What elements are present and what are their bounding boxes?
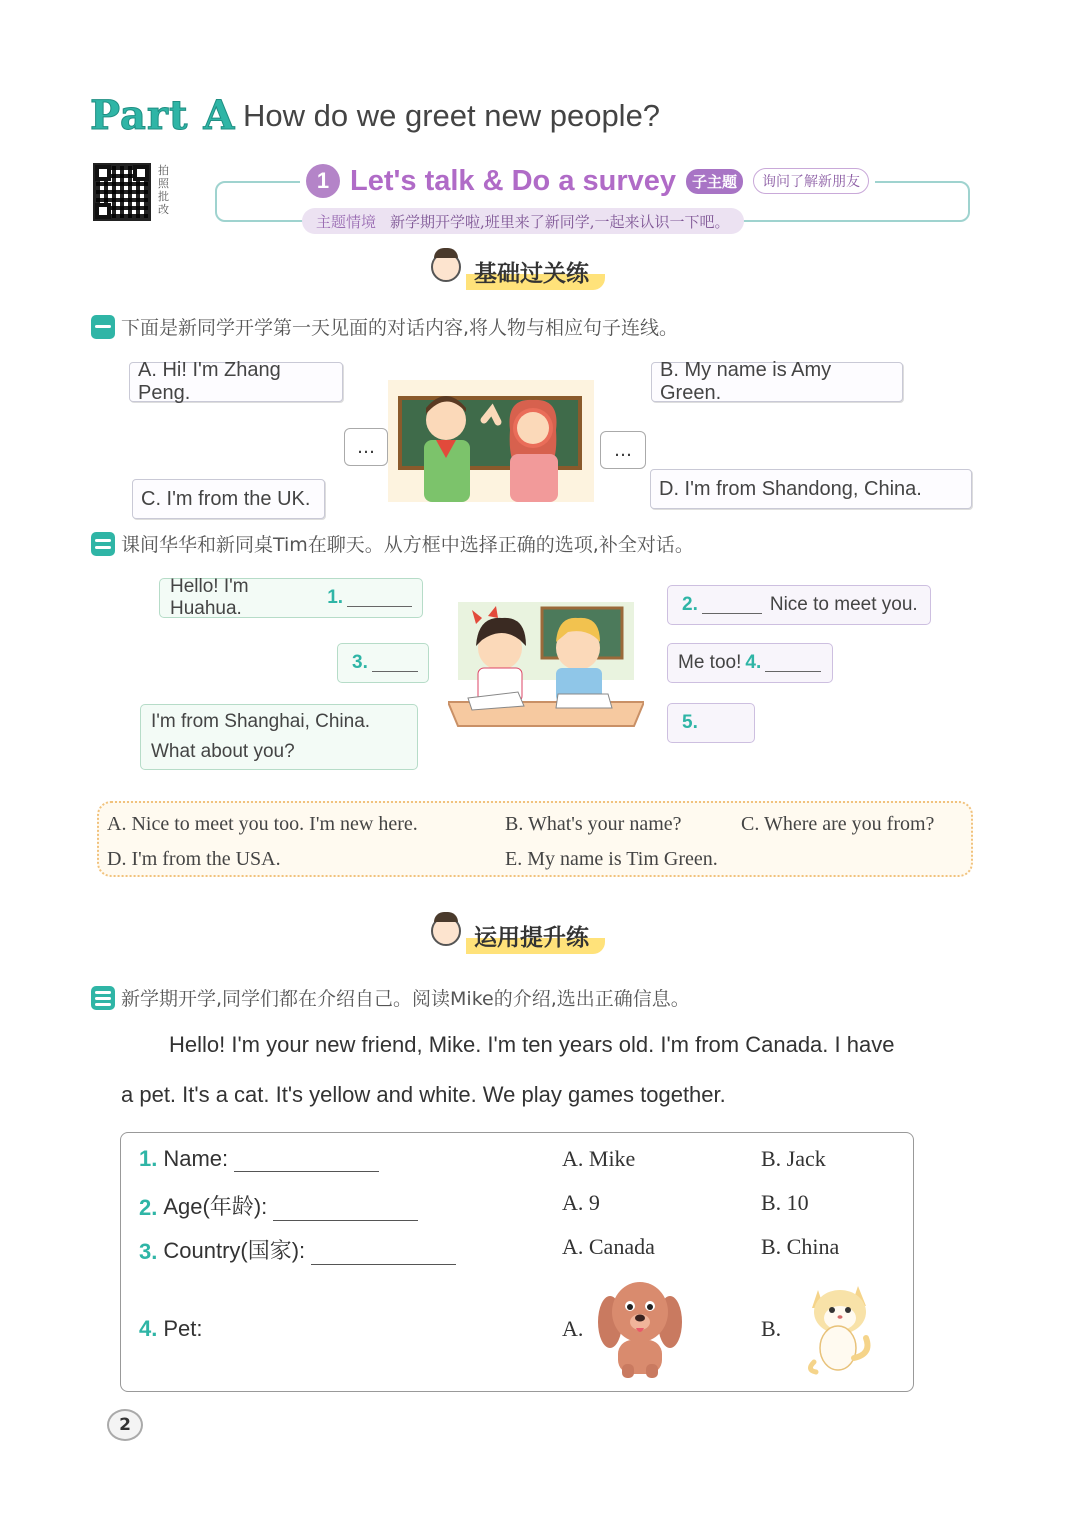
- answer-line-name[interactable]: [234, 1152, 379, 1172]
- choice-pet-b[interactable]: B.: [761, 1316, 782, 1341]
- row-label: Country(国家):: [163, 1238, 306, 1263]
- bubble-text: Hello! I'm Huahua.: [170, 576, 249, 619]
- row-number: 1.: [139, 1146, 158, 1171]
- choice-country-a[interactable]: A. Canada: [562, 1234, 655, 1259]
- dialog-bubble-huahua-3: [337, 643, 429, 683]
- dialog-bubble-tim-4: [667, 643, 833, 683]
- dog-icon: [596, 1276, 684, 1380]
- answer-blank-1[interactable]: [347, 589, 412, 607]
- row-age-label: [139, 1190, 418, 1221]
- question-number-two-icon: [91, 532, 115, 556]
- question-number-three-icon: [91, 986, 115, 1010]
- answer-blank-5[interactable]: [702, 714, 742, 732]
- section-header-advanced: [428, 912, 605, 954]
- row-name-label: [139, 1146, 379, 1172]
- blank-number: 2.: [682, 594, 698, 615]
- answer-line-country[interactable]: [311, 1245, 456, 1265]
- row-label: Pet:: [163, 1316, 203, 1341]
- question-instruction: 下面是新同学开学第一天见面的对话内容,将人物与相应句子连线。: [121, 317, 679, 339]
- theme-text: 询问了解新朋友: [753, 168, 869, 194]
- sentence-box-a[interactable]: A. Hi! I'm Zhang Peng.: [129, 362, 343, 402]
- dialog-bubble-huahua-1: [159, 578, 423, 618]
- desk-chat-illustration: [448, 602, 644, 732]
- dots-bubble-left[interactable]: …: [344, 428, 388, 466]
- question-3-heading: [91, 984, 690, 1011]
- row-label: Age(年龄):: [163, 1194, 268, 1219]
- question-number-one-icon: [91, 315, 115, 339]
- dialog-bubble-tim-5: [667, 703, 755, 743]
- choice-age-b[interactable]: B. 10: [761, 1190, 809, 1215]
- choice-country-b[interactable]: B. China: [761, 1234, 840, 1259]
- answer-blank-2[interactable]: [702, 596, 762, 614]
- page-title: How do we greet new people?: [243, 98, 661, 133]
- row-label: Name:: [163, 1146, 229, 1171]
- choice-name-b[interactable]: B. Jack: [761, 1146, 826, 1171]
- blank-number: 3.: [352, 652, 368, 673]
- lesson-number-badge: 1: [306, 164, 340, 198]
- dialog-bubble-huahua-5: [140, 704, 418, 770]
- dialog-bubble-tim-2: [667, 585, 931, 625]
- mascot-icon: [428, 248, 466, 290]
- lesson-title: Let's talk & Do a survey: [350, 164, 677, 197]
- passage-line-2: a pet. It's a cat. It's yellow and white. We play games together.: [121, 1082, 726, 1107]
- section-label: 基础过关练: [466, 255, 605, 290]
- sentence-box-b[interactable]: B. My name is Amy Green.: [651, 362, 903, 402]
- question-2-heading: [91, 530, 694, 557]
- qr-code[interactable]: [93, 163, 151, 221]
- scene-text: 新学期开学啦,班里来了新同学,一起来认识一下吧。: [390, 212, 730, 231]
- sentence-box-c[interactable]: C. I'm from the UK.: [132, 479, 325, 519]
- dots-bubble-right[interactable]: …: [600, 431, 646, 469]
- mascot-icon: [428, 912, 466, 954]
- choice-pet-a[interactable]: A.: [562, 1316, 584, 1341]
- row-number: 3.: [139, 1239, 158, 1264]
- sentence-box-d[interactable]: D. I'm from Shandong, China.: [650, 469, 972, 509]
- option-d[interactable]: D. I'm from the USA.: [107, 848, 281, 870]
- question-instruction: 新学期开学,同学们都在介绍自己。阅读Mike的介绍,选出正确信息。: [121, 988, 690, 1010]
- option-e[interactable]: E. My name is Tim Green.: [505, 848, 718, 870]
- answer-blank-4[interactable]: [765, 654, 821, 672]
- scene-label: 主题情境: [316, 212, 377, 231]
- theme-badge: 子主题: [686, 169, 743, 194]
- choice-name-a[interactable]: A. Mike: [562, 1146, 636, 1171]
- section-label: 运用提升练: [466, 919, 605, 954]
- bubble-text-line-1: I'm from Shanghai, China.: [151, 711, 371, 732]
- row-country-label: [139, 1234, 456, 1265]
- passage-line-1: Hello! I'm your new friend, Mike. I'm ten years old. I'm from Canada. I have: [169, 1032, 895, 1057]
- answer-blank-3[interactable]: [372, 654, 418, 672]
- qr-caption: 拍照批改: [158, 164, 169, 216]
- row-pet-label: [139, 1316, 203, 1342]
- bubble-text: Me too!: [678, 652, 742, 673]
- part-label: Part A: [90, 92, 236, 139]
- scene-strip: [302, 208, 744, 234]
- cat-icon: [804, 1278, 874, 1376]
- classroom-illustration: [388, 380, 594, 502]
- row-number: 4.: [139, 1316, 158, 1341]
- options-box: [97, 801, 973, 877]
- question-1-heading: [91, 313, 678, 340]
- blank-number: 5.: [682, 712, 698, 733]
- answer-line-age[interactable]: [273, 1201, 418, 1221]
- blank-number: 1.: [327, 587, 344, 608]
- bubble-text: Nice to meet you.: [769, 594, 918, 615]
- page-number: 2: [107, 1409, 143, 1441]
- option-a[interactable]: A. Nice to meet you too. I'm new here.: [107, 813, 418, 835]
- row-number: 2.: [139, 1195, 158, 1220]
- choice-age-a[interactable]: A. 9: [562, 1190, 600, 1215]
- option-c[interactable]: C. Where are you from?: [741, 813, 935, 835]
- lesson-header: [300, 160, 875, 202]
- blank-number: 4.: [745, 652, 762, 673]
- question-instruction: 课间华华和新同桌Tim在聊天。从方框中选择正确的选项,补全对话。: [121, 534, 694, 556]
- option-b[interactable]: B. What's your name?: [505, 813, 682, 835]
- section-header-basic: [428, 248, 605, 290]
- bubble-text-line-2: What about you?: [151, 741, 295, 762]
